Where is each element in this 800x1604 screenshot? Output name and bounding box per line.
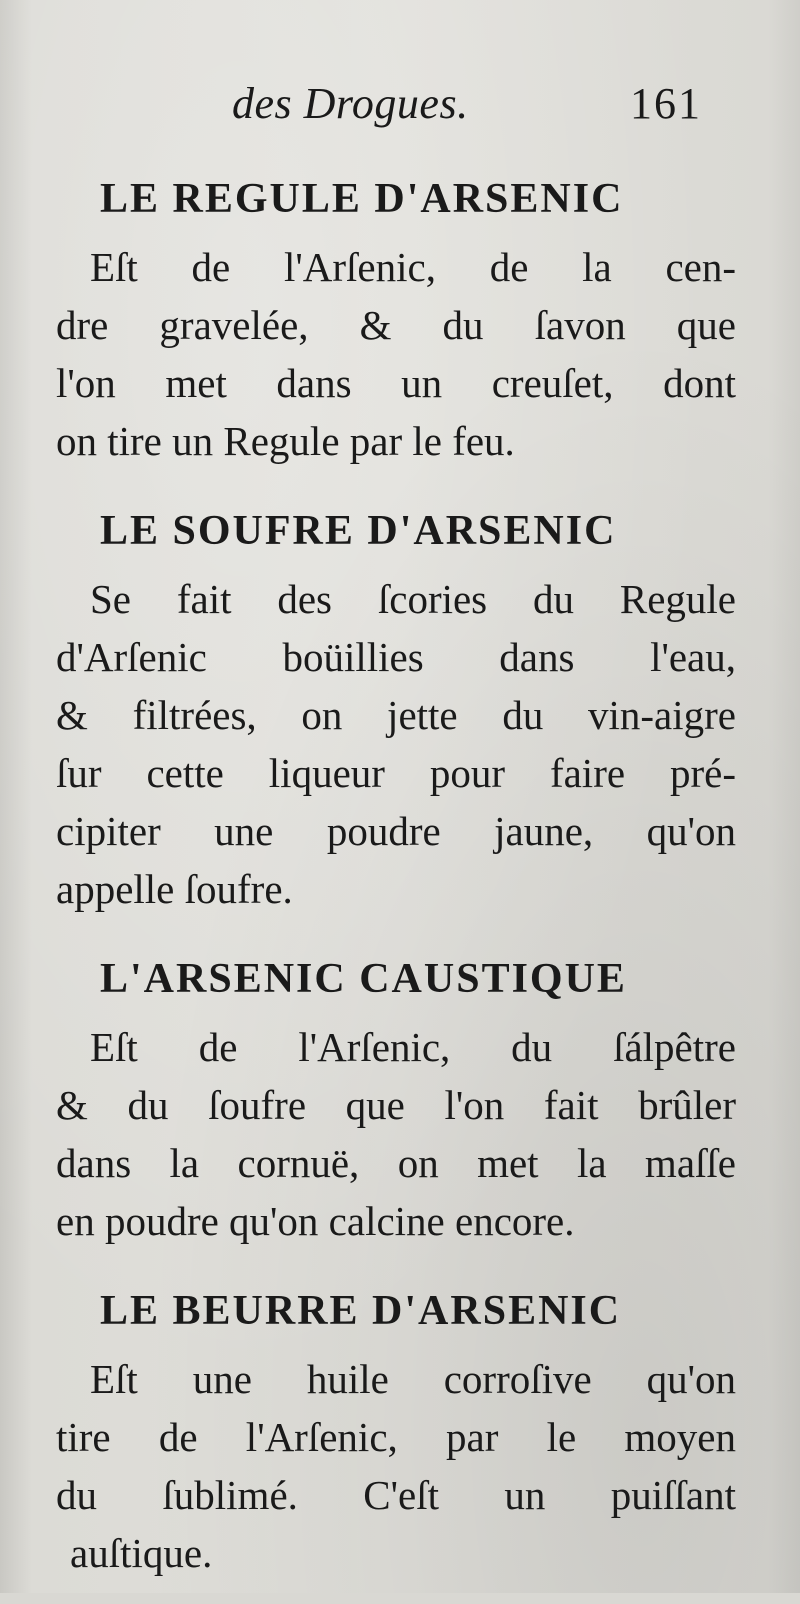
text-line: tire de l'Arſenic, par le moyen [56,1414,736,1460]
text-line: en poudre qu'on calcine encore. [56,1198,575,1244]
text-line: Eſt de l'Arſenic, de la cen- [90,244,736,290]
text-line: dans la cornuë, on met la maſſe [56,1140,736,1186]
entry-body [56,1350,736,1582]
entry-soufre-arsenic [56,492,736,918]
running-title: des Drogues. [232,79,469,128]
text-line: cipiter une poudre jaune, qu'on [56,808,736,854]
page-content [56,160,736,1604]
text-line: l'on met dans un creuſet, dont [56,360,736,406]
entry-heading: LE BEURRE D'ARSENIC [100,1288,622,1334]
entry-beurre-arsenic [56,1272,736,1582]
page-number: 161 [630,79,702,128]
entry-heading: LE SOUFRE D'ARSENIC [100,508,617,554]
text-line: dre gravelée, & du ſavon que [56,302,736,348]
page-header [0,78,800,138]
text-line: du ſublimé. C'eſt un puiſſant [56,1472,736,1518]
text-line: ſur cette liqueur pour faire pré- [56,750,736,796]
entry-regule-arsenic [56,160,736,470]
entry-body [56,1018,736,1250]
text-line: Se fait des ſcories du Regule [90,576,736,622]
text-line: & du ſoufre que l'on fait brûler [56,1082,736,1128]
entry-heading: L'ARSENIC CAUSTIQUE [100,956,627,1002]
text-line: on tire un Regule par le feu. [56,418,515,464]
entry-body [56,570,736,918]
text-line: appelle ſoufre. [56,866,293,912]
entry-heading: LE REGULE D'ARSENIC [100,176,624,222]
text-line: & filtrées, on jette du vin-aigre [56,692,736,738]
text-line: Eſt une huile corroſive qu'on [90,1356,736,1402]
text-line: d'Arſenic boüillies dans l'eau, [56,634,736,680]
text-line: Eſt de l'Arſenic, du ſálpêtre [90,1024,736,1070]
entry-body [56,238,736,470]
text-line: auſtique. [70,1530,213,1576]
entry-arsenic-caustique [56,940,736,1250]
